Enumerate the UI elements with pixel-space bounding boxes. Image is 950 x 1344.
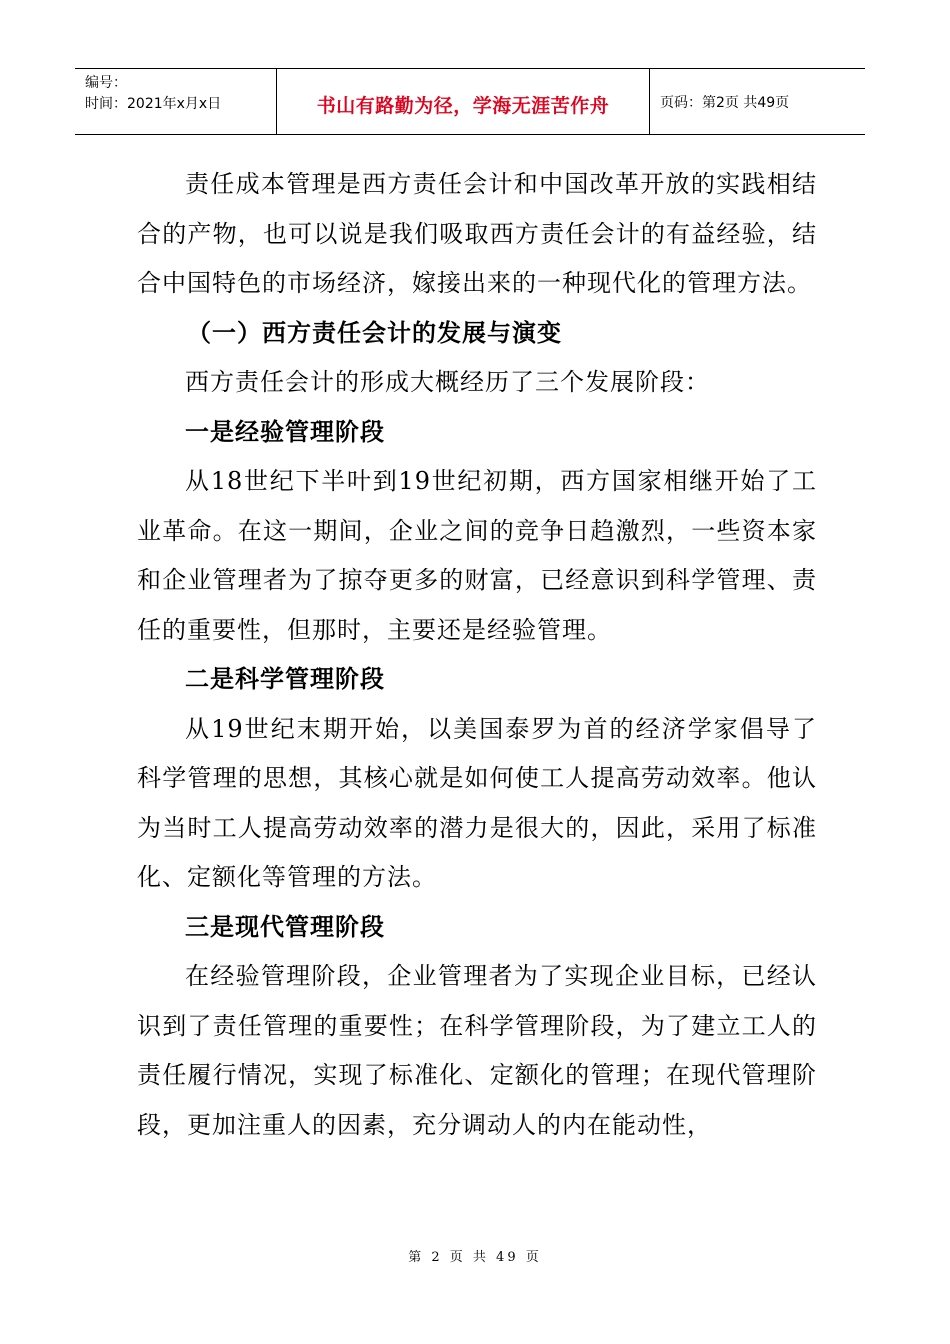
- section-heading: （一）西方责任会计的发展与演变: [187, 318, 562, 347]
- paragraph-intro: 责任成本管理是西方责任会计和中国改革开放的实践相结合的产物，也可以说是我们吸取西方责任会计的有益经验，结合中国特色的市场经济，嫁接出来的一种现代化的管理方法。: [137, 170, 817, 297]
- paragraph-modern-stage: 在经验管理阶段，企业管理者为了实现企业目标，已经认识到了责任管理的重要性；在科学管理阶段，为了建立工人的责任履行情况，实现了标准化、定额化的管理；在现代管理阶段，更加注重人的因素，充分调动人的内在能动性，: [137, 962, 817, 1139]
- paragraph-experience-stage: 从18世纪下半叶到19世纪初期，西方国家相继开始了工业革命。在这一期间，企业之间的竞争日趋激烈，一些资本家和企业管理者为了掠夺更多的财富，已经意识到科学管理、责任的重要性，但那时，主要还是经验管理。: [137, 467, 817, 644]
- subheading-experience-stage: 一是经验管理阶段: [185, 417, 385, 446]
- header-page-cell: [650, 69, 865, 134]
- header-motto: 书山有路勤为径，学海无涯苦作舟: [316, 95, 610, 117]
- page-header: [75, 68, 865, 135]
- document-date: 时间：2021年x月x日: [85, 96, 222, 112]
- paragraph-stages-intro: 西方责任会计的形成大概经历了三个发展阶段：: [185, 368, 710, 396]
- paragraph-scientific-stage: 从19世纪末期开始，以美国泰罗为首的经济学家倡导了科学管理的思想，其核心就是如何使工人提高劳动效率。他认为当时工人提高劳动效率的潜力是很大的，因此，采用了标准化、定额化等管理的方法。: [137, 714, 817, 891]
- document-body: [137, 160, 817, 1150]
- document-number-label: 编号：: [85, 75, 127, 91]
- subheading-modern-stage: 三是现代管理阶段: [185, 912, 385, 941]
- header-meta-cell: [75, 69, 277, 134]
- header-page-info: 页码：第2页 共49页: [660, 94, 790, 111]
- header-motto-cell: [277, 69, 650, 134]
- page-footer: 第 2 页 共 49 页: [408, 1250, 542, 1265]
- subheading-scientific-stage: 二是科学管理阶段: [185, 665, 385, 693]
